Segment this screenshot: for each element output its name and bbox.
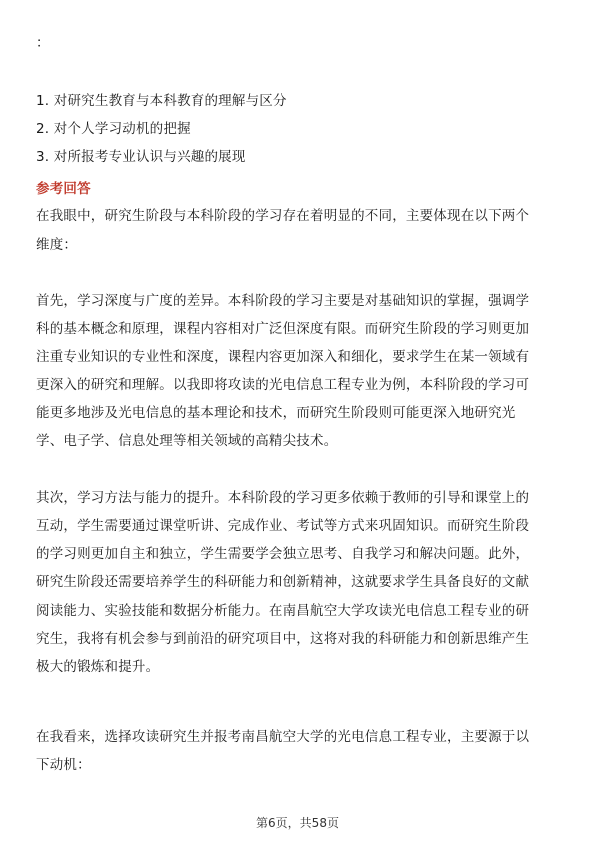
paragraph3-line-4: 研究生阶段还需要培养学生的科研能力和创新精神，这就要求学生具备良好的文献 xyxy=(36,574,530,590)
paragraph1-line-1: 在我眼中，研究生阶段与本科阶段的学习存在着明显的不同，主要体现在以下两个 xyxy=(36,208,530,224)
paragraph2-line-3: 注重专业知识的专业性和深度，课程内容更加深入和细化，要求学生在某一领域有 xyxy=(36,349,530,365)
paragraph3-line-7: 极大的锻炼和提升。 xyxy=(36,659,160,675)
paragraph3-line-6: 究生，我将有机会参与到前沿的研究项目中，这将对我的科研能力和创新思维产生 xyxy=(36,631,530,647)
paragraph3-line-1: 其次，学习方法与能力的提升。本科阶段的学习更多依赖于教师的引导和课堂上的 xyxy=(36,490,530,506)
paragraph2-line-1: 首先，学习深度与广度的差异。本科阶段的学习主要是对基础知识的掌握，强调学 xyxy=(36,293,530,309)
answer-heading: 参考回答 xyxy=(36,181,91,197)
paragraph2-line-4: 更深入的研究和理解。以我即将攻读的光电信息工程专业为例，本科阶段的学习可 xyxy=(36,377,530,393)
point-3: 3. 对所报考专业认识与兴趣的展现 xyxy=(36,149,246,165)
page-number: 第6页，共58页 xyxy=(256,816,339,830)
paragraph3-line-5: 阅读能力、实验技能和数据分析能力。在南昌航空大学攻读光电信息工程专业的研 xyxy=(36,603,530,619)
paragraph2-line-6: 学、电子学、信息处理等相关领域的高精尖技术。 xyxy=(36,433,338,449)
paragraph4-line-2: 下动机： xyxy=(36,757,91,773)
paragraph4-line-1: 在我看来，选择攻读研究生并报考南昌航空大学的光电信息工程专业，主要源于以 xyxy=(36,729,530,745)
paragraph2-line-2: 科的基本概念和原理，课程内容相对广泛但深度有限。而研究生阶段的学习则更加 xyxy=(36,321,530,337)
point-2: 2. 对个人学习动机的把握 xyxy=(36,121,191,137)
paragraph1-line-2: 维度： xyxy=(36,237,78,253)
paragraph3-line-2: 互动，学生需要通过课堂听讲、完成作业、考试等方式来巩固知识。而研究生阶段 xyxy=(36,518,530,534)
paragraph3-line-3: 的学习则更加自主和独立，学生需要学会独立思考、自我学习和解决问题。此外， xyxy=(36,546,530,562)
intro-colon: ： xyxy=(36,35,50,51)
point-1: 1. 对研究生教育与本科教育的理解与区分 xyxy=(36,93,287,109)
paragraph2-line-5: 能更多地涉及光电信息的基本理论和技术，而研究生阶段则可能更深入地研究光 xyxy=(36,405,516,421)
